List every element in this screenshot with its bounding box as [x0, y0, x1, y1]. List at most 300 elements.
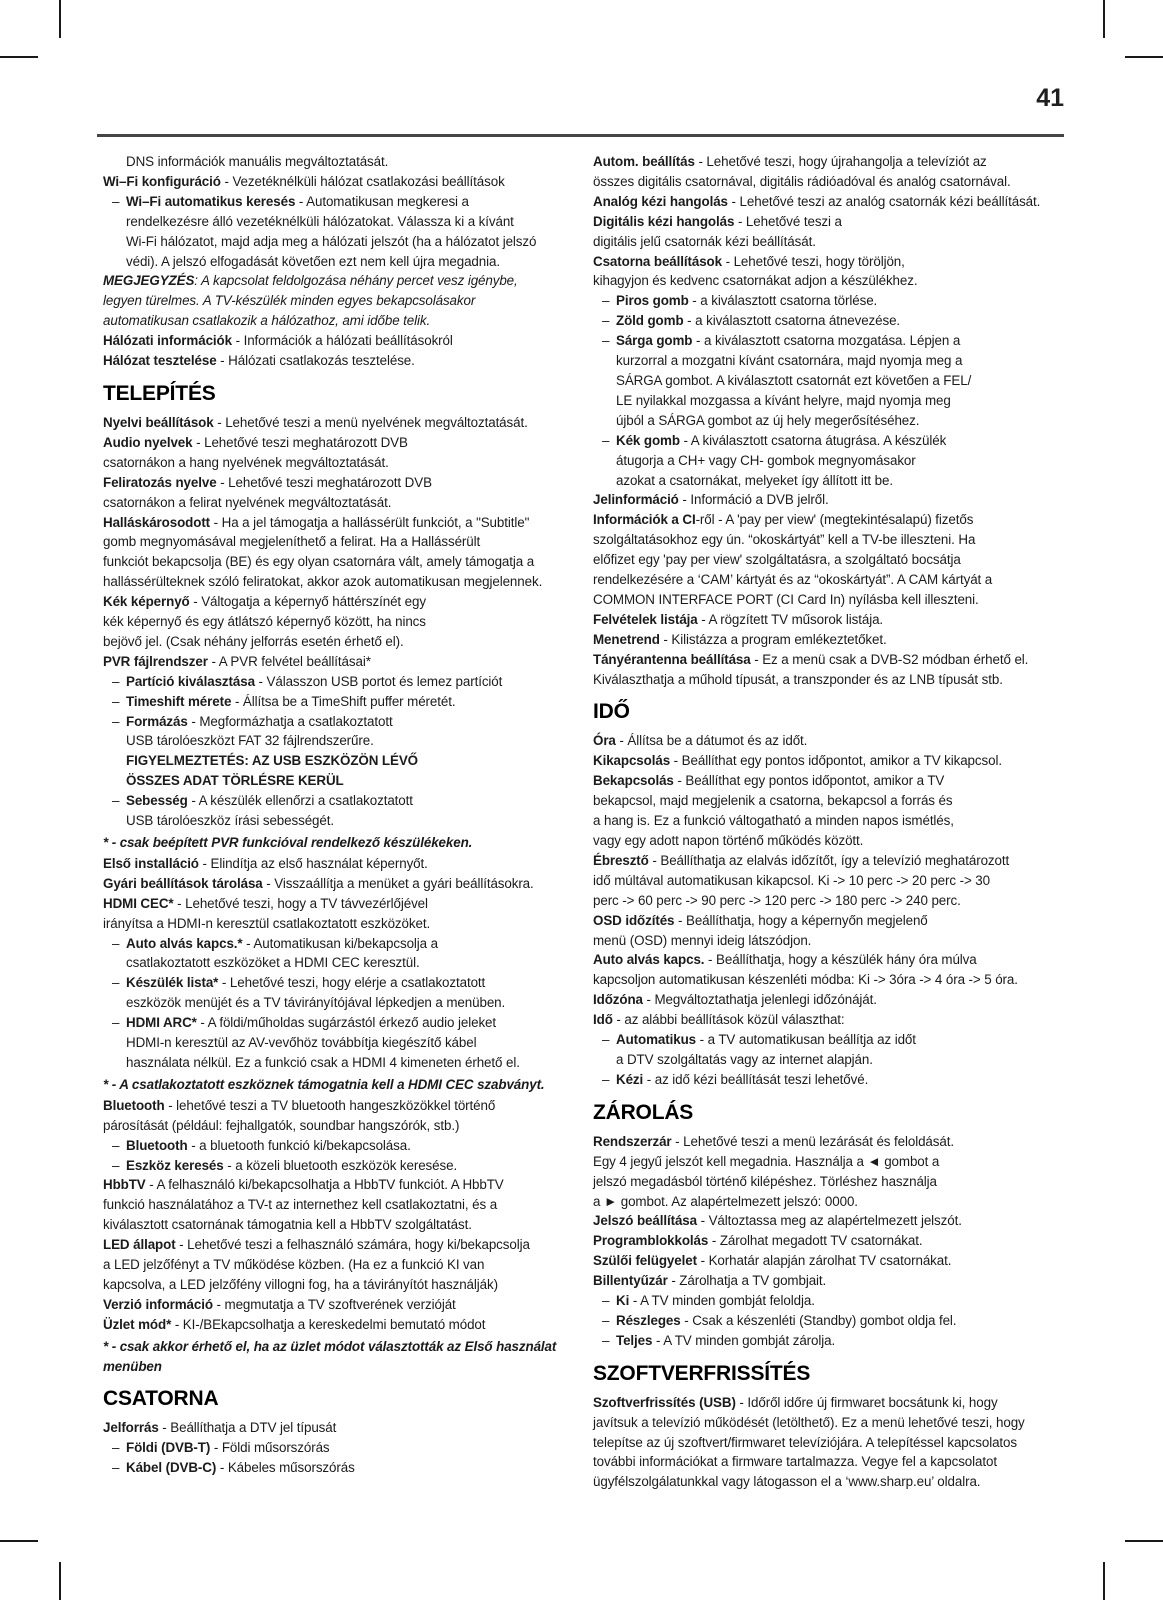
- paragraph: [103, 833, 585, 853]
- text-line: [593, 931, 1095, 951]
- list-item: [593, 1291, 1095, 1311]
- text-line: [593, 1132, 1095, 1152]
- text-run: Billentyűzár: [593, 1273, 668, 1289]
- text-line: [126, 232, 585, 252]
- text-line: [126, 934, 585, 954]
- paragraph: [593, 212, 1095, 252]
- text-run: USB tárolóeszközt FAT 32 fájlrendszerűre.: [126, 733, 374, 749]
- paragraph: [593, 1251, 1095, 1271]
- text-line: [103, 331, 585, 351]
- text-run: Tányérantenna beállítása: [593, 651, 751, 667]
- text-line: [103, 1418, 585, 1438]
- text-line: [126, 212, 585, 232]
- text-run: - Állítsa be a dátumot és az időt.: [615, 733, 808, 749]
- text-run: Wi–Fi automatikus keresés: [126, 193, 296, 209]
- text-line: [593, 570, 1095, 590]
- text-line: [593, 831, 1095, 851]
- text-line: [103, 172, 585, 192]
- text-run: a DTV szolgáltatás vagy az internet alapján.: [616, 1051, 873, 1067]
- text-run: Bluetooth: [126, 1137, 188, 1153]
- text-line: [593, 771, 1095, 791]
- text-run: - Automatikusan megkeresi a: [295, 193, 469, 209]
- text-run: - Lehetővé teszi meghatározott DVB: [216, 474, 432, 490]
- text-run: kiválasztott csatornának támogatnia kell a HbbTV szolgáltatást.: [103, 1217, 472, 1233]
- text-run: - Lehetővé teszi, hogy elérje a csatlakoztatott: [218, 975, 486, 991]
- text-line: [126, 1458, 585, 1478]
- paragraph: [103, 874, 585, 894]
- text-line: [616, 1311, 1095, 1331]
- text-line: [616, 1030, 1095, 1050]
- paragraph: [593, 1211, 1095, 1231]
- text-run: Első installáció: [103, 855, 199, 871]
- text-run: Verzió információ: [103, 1296, 213, 1312]
- text-run: Partíció kiválasztása: [126, 673, 255, 689]
- text-line: [103, 572, 585, 592]
- text-run: kék képernyő és egy átlátszó képernyő között, ha nincs: [103, 614, 426, 630]
- text-run: rendelkezésére a ‘CAM’ kártyát és az “okoskártyát”. A CAM kártyát a: [593, 572, 993, 588]
- text-run: kurzorral a mozgatni kívánt csatornára, majd nyomja meg a: [616, 353, 963, 369]
- paragraph: [593, 252, 1095, 292]
- text-run: Idő: [593, 1012, 613, 1028]
- text-run: - Állítsa be a TimeShift puffer méretét.: [231, 693, 456, 709]
- text-run: Jelszó beállítása: [593, 1213, 697, 1229]
- paragraph: [103, 652, 585, 672]
- list-item: [103, 712, 585, 792]
- text-run: Autom. beállítás: [593, 154, 695, 169]
- text-run: - Változtassa meg az alapértelmezett jelszót.: [697, 1213, 962, 1229]
- text-run: Kiválaszthatja a műhold típusát, a transzponder és az LNB típusát stb.: [593, 671, 1003, 687]
- text-run: párosítását (például: fejhallgatók, soundbar hangszórók, stb.): [103, 1117, 460, 1133]
- text-run: Hálózati információk: [103, 333, 232, 349]
- text-run: Eszköz keresés: [126, 1157, 224, 1173]
- text-run: - Lehetővé teszi meghatározott DVB: [192, 434, 408, 450]
- text-run: - Információ a DVB jelről.: [678, 492, 829, 508]
- text-line: [126, 1136, 585, 1156]
- text-line: [593, 1433, 1095, 1453]
- text-run: jelszó megadásból történő kilépéshez. Törléshez használja: [593, 1173, 937, 1189]
- text-run: USB tárolóeszköz írási sebességét.: [126, 813, 334, 829]
- paragraph: [593, 192, 1095, 212]
- text-line: [103, 413, 585, 433]
- text-line: [103, 914, 585, 934]
- text-run: digitális jelű csatornák kézi beállítását.: [593, 233, 816, 249]
- list-item: [103, 1013, 585, 1073]
- text-run: - A TV minden gombját feloldja.: [629, 1293, 815, 1309]
- dash-bullet: –: [112, 1157, 120, 1173]
- section-heading: ZÁROLÁS: [593, 1100, 694, 1124]
- dash-bullet: –: [602, 1071, 610, 1087]
- dash-bullet: –: [602, 432, 610, 448]
- text-run: Kábel (DVB-C): [126, 1460, 217, 1476]
- text-run: - Hálózati csatlakozás tesztelése.: [216, 353, 415, 369]
- text-line: [593, 152, 1095, 172]
- text-run: Wi–Fi konfiguráció: [103, 173, 221, 189]
- text-line: [126, 1156, 585, 1176]
- text-run: Ébresztő: [593, 852, 649, 868]
- text-run: Kék képernyő: [103, 594, 190, 610]
- dash-bullet: –: [602, 293, 610, 309]
- text-run: - Beállíthatja az elalvás időzítőt, így a televízió meghatározott: [648, 852, 1010, 868]
- text-line: [593, 232, 1095, 252]
- text-line: [103, 854, 585, 874]
- text-line: [103, 592, 585, 612]
- text-run: Kék gomb: [616, 432, 680, 448]
- list-item: [103, 672, 585, 692]
- text-run: - Kilistázza a program emlékeztetőket.: [659, 631, 887, 647]
- text-line: [126, 1033, 585, 1053]
- text-run: csatornákon a felirat nyelvének megváltoztatását.: [103, 494, 392, 510]
- dash-bullet: –: [602, 1032, 610, 1048]
- text-run: Piros gomb: [616, 293, 689, 309]
- text-run: Digitális kézi hangolás: [593, 213, 735, 229]
- paragraph: [103, 473, 585, 513]
- text-line: [593, 670, 1095, 690]
- text-run: csatornákon a hang nyelvének megváltoztatását.: [103, 454, 389, 470]
- text-run: * - csak beépített PVR funkcióval rendelkező készülékeken.: [103, 835, 473, 850]
- text-line: [593, 1393, 1095, 1413]
- paragraph: [593, 1132, 1095, 1212]
- text-line: [103, 1215, 585, 1235]
- paragraph: [593, 851, 1095, 911]
- text-line: [593, 871, 1095, 891]
- paragraph: [593, 751, 1095, 771]
- paragraph: [593, 630, 1095, 650]
- text-line: [103, 1195, 585, 1215]
- text-line: [126, 192, 585, 212]
- text-run: MEGJEGYZÉS: [103, 273, 195, 289]
- text-line: [593, 791, 1095, 811]
- text-run: - Beállíthat egy pontos időpontot, amikor a TV kikapcsol.: [670, 753, 1002, 769]
- list-item: [593, 311, 1095, 331]
- right-column: [593, 152, 1095, 1492]
- paragraph: [103, 854, 585, 874]
- list-item: [593, 1030, 1095, 1070]
- text-run: irányítsa a HDMI-n keresztül csatlakoztatott eszközöket.: [103, 915, 431, 931]
- text-line: [103, 1096, 585, 1116]
- text-line: [593, 172, 1095, 192]
- text-run: Egy 4 jegyű jelszót kell megadnia. Használja a ◄ gombot a: [593, 1153, 940, 1169]
- header-rule: [97, 134, 1064, 137]
- section-heading: CSATORNA: [103, 1387, 219, 1411]
- dash-bullet: –: [112, 713, 120, 729]
- paragraph: [593, 990, 1095, 1010]
- text-line: [103, 833, 585, 853]
- text-line: [593, 192, 1095, 212]
- text-run: - Lehetővé teszi a menü nyelvének megváltoztatását.: [213, 414, 528, 430]
- text-run: - a kiválasztott csatorna mozgatása. Lépjen a: [692, 333, 961, 349]
- text-run: használata nélkül. Ez a funkció csak a HDMI 4 kimeneten érhető el.: [126, 1054, 520, 1070]
- text-run: - az alábbi beállítások közül választhat:: [612, 1012, 845, 1028]
- text-line: [593, 1172, 1095, 1192]
- page-number: 41: [1036, 84, 1064, 112]
- text-line: [103, 473, 585, 493]
- text-run: - Kábeles műsorszórás: [216, 1460, 355, 1476]
- text-run: Szoftverfrissítés (USB): [593, 1394, 736, 1410]
- text-run: vagy egy adott napon történő működés között.: [593, 833, 864, 848]
- text-line: [593, 1472, 1095, 1492]
- text-run: Üzlet mód*: [103, 1316, 172, 1332]
- text-line: [103, 291, 585, 311]
- text-line: [593, 1192, 1095, 1212]
- text-run: kapcsolva, a LED jelzőfény villogni fog, ha a távirányítót használják): [103, 1276, 498, 1292]
- text-run: idő múltával automatikusan kikapcsol. Ki -> 10 perc -> 20 perc -> 30: [593, 872, 990, 888]
- text-line: [103, 1175, 585, 1195]
- paragraph: [103, 331, 585, 351]
- text-line: [126, 1053, 585, 1073]
- paragraph: [103, 1096, 585, 1136]
- text-line: [593, 1452, 1095, 1472]
- crop-mark-bottom-left-horizontal: [0, 1540, 38, 1542]
- text-line: [103, 513, 585, 533]
- text-run: további információkat a firmware tartalmazza. Vegye fel a kapcsolatot: [593, 1454, 997, 1470]
- text-line: [593, 610, 1095, 630]
- dash-bullet: –: [602, 1293, 610, 1309]
- text-run: - Lehetővé teszi a: [734, 213, 842, 229]
- text-run: Szülői felügyelet: [593, 1253, 697, 1269]
- text-run: - Korhatár alapján zárolhat TV csatornákat.: [696, 1253, 952, 1269]
- text-run: Audio nyelvek: [103, 434, 193, 450]
- paragraph: [103, 1235, 585, 1295]
- paragraph: [103, 271, 585, 331]
- paragraph: [103, 1295, 585, 1315]
- text-run: OSD időzítés: [593, 912, 675, 928]
- text-run: bejövő jel. (Csak néhány jelforrás esetén érhető el).: [103, 633, 404, 649]
- text-run: Nyelvi beállítások: [103, 414, 214, 430]
- text-run: HDMI CEC*: [103, 895, 174, 911]
- text-run: SÁRGA gombot. A kiválasztott csatornát ezt követően a FEL/: [616, 372, 972, 388]
- text-run: - a kiválasztott csatorna átnevezése.: [683, 313, 901, 329]
- text-run: - Megformázhatja a csatlakoztatott: [187, 713, 393, 729]
- list-item: [593, 1331, 1095, 1351]
- text-run: - Visszaállítja a menüket a gyári beállításokra.: [262, 875, 534, 891]
- text-run: Auto alvás kapcs.*: [126, 935, 243, 951]
- paragraph: [103, 513, 585, 593]
- text-line: [593, 851, 1095, 871]
- text-run: a LED jelzőfényt a TV működése közben. (Ha ez a funkció KI van: [103, 1257, 485, 1273]
- text-run: - Lehetővé teszi a felhasználó számára, hogy ki/bekapcsolja: [175, 1237, 530, 1253]
- text-run: - A PVR felvétel beállításai*: [207, 653, 371, 669]
- text-line: [593, 252, 1095, 272]
- paragraph: [593, 650, 1095, 690]
- text-run: Bluetooth: [103, 1097, 165, 1113]
- text-run: Zöld gomb: [616, 313, 684, 329]
- text-run: - Lehetővé teszi, hogy újrahangolja a televíziót az: [694, 154, 987, 169]
- paragraph: [593, 490, 1095, 510]
- text-line: [103, 632, 585, 652]
- text-run: * - csak akkor érhető el, ha az üzlet módot választották az Első használat: [103, 1338, 557, 1354]
- text-run: HDMI-n keresztül az AV-vevőhöz továbbítja kiegészítő kábel: [126, 1035, 477, 1051]
- text-run: - Lehetővé teszi, hogy töröljön,: [721, 253, 905, 269]
- text-line: [126, 672, 585, 692]
- crop-mark-top-right-vertical: [1103, 0, 1105, 38]
- list-item: [593, 431, 1095, 491]
- text-line: [103, 1075, 585, 1095]
- text-run: funkciót bekapcsolja (BE) és egy olyan csatornára vált, amely támogatja a: [103, 554, 535, 570]
- section-heading: SZOFTVERFRISSÍTÉS: [593, 1361, 811, 1385]
- text-run: legyen türelmes. A TV-készülék minden egyes bekapcsolásakor: [103, 293, 476, 309]
- paragraph: [593, 1393, 1095, 1493]
- text-line: [126, 751, 585, 771]
- list-item: [593, 291, 1095, 311]
- text-run: - lehetővé teszi a TV bluetooth hangeszközökkel történő: [164, 1097, 496, 1113]
- text-run: gomb megnyomásával megjeleníthető a felirat. Ha a Hallássérült: [103, 534, 481, 550]
- paragraph: [103, 172, 585, 192]
- paragraph: [593, 950, 1095, 990]
- text-line: [593, 590, 1095, 610]
- text-run: - Zárolhat megadott TV csatornákat.: [708, 1233, 923, 1249]
- text-run: Hálózat tesztelése: [103, 353, 217, 369]
- paragraph: [103, 894, 585, 934]
- text-line: [103, 1295, 585, 1315]
- text-run: - Zárolhatja a TV gombjait.: [667, 1273, 827, 1289]
- text-line: [593, 530, 1095, 550]
- text-run: - Időről időre új firmwaret bocsátunk ki, hogy: [735, 1394, 998, 1410]
- text-run: - Megváltoztathatja jelenlegi időzónáját.: [642, 992, 877, 1008]
- dash-bullet: –: [112, 193, 120, 209]
- text-run: Analóg kézi hangolás: [593, 193, 728, 209]
- crop-mark-top-left-horizontal: [0, 56, 38, 58]
- text-run: HDMI ARC*: [126, 1015, 197, 1031]
- text-run: eszközök menüjét és a TV távirányítójával lépkedjen a menüben.: [126, 995, 506, 1011]
- text-run: újból a SÁRGA gombot az új hely megerősítéséhez.: [616, 412, 920, 428]
- text-run: - Váltogatja a képernyő háttérszínét egy: [189, 594, 426, 610]
- text-run: automatikusan csatlakozik a hálózathoz, ami időbe telik.: [103, 313, 431, 329]
- text-line: [126, 731, 585, 751]
- text-run: Teljes: [616, 1332, 653, 1348]
- text-run: HbbTV: [103, 1177, 146, 1193]
- text-line: [593, 950, 1095, 970]
- left-column: [103, 152, 585, 1478]
- paragraph: [593, 771, 1095, 851]
- text-run: menü (OSD) mennyi ideig látszódjon.: [593, 932, 812, 948]
- text-line: [616, 351, 1095, 371]
- text-line: [593, 891, 1095, 911]
- text-line: [593, 1211, 1095, 1231]
- dash-bullet: –: [112, 793, 120, 809]
- text-run: szolgáltatásokhoz egy ún. “okoskártyát” kell a TV-be illeszteni. Ha: [593, 532, 976, 548]
- text-run: perc -> 60 perc -> 90 perc -> 120 perc -> 180 perc -> 240 perc.: [593, 892, 961, 908]
- text-line: [103, 1255, 585, 1275]
- text-line: [103, 1337, 585, 1357]
- text-run: - Ez a menü csak a DVB-S2 módban érhető el.: [750, 651, 1029, 667]
- text-line: [103, 351, 585, 371]
- text-line: [103, 453, 585, 473]
- section-heading: TELEPÍTÉS: [103, 381, 216, 405]
- text-run: Részleges: [616, 1312, 681, 1328]
- text-run: kapcsoljon automatikusan készenléti módba: Ki -> 3óra -> 4 óra -> 5 óra.: [593, 972, 1018, 988]
- dash-bullet: –: [602, 1332, 610, 1348]
- text-line: [103, 493, 585, 513]
- dash-bullet: –: [112, 1137, 120, 1153]
- text-run: - A felhasználó ki/bekapcsolhatja a HbbTV funkciót. A HbbTV: [145, 1177, 504, 1193]
- paragraph: [103, 1175, 585, 1235]
- text-run: - A készülék ellenőrzi a csatlakoztatott: [187, 793, 413, 809]
- crop-mark-top-right-horizontal: [1125, 56, 1163, 58]
- text-line: [593, 811, 1095, 831]
- text-line: [103, 1275, 585, 1295]
- text-line: [616, 371, 1095, 391]
- text-line: [593, 1152, 1095, 1172]
- text-run: - Beállíthat egy pontos időpontot, amikor a TV: [673, 773, 945, 789]
- list-item: [103, 1136, 585, 1156]
- text-line: [103, 1116, 585, 1136]
- text-run: Sárga gomb: [616, 333, 693, 349]
- text-run: - Vezetéknélküli hálózat csatlakozási beállítások: [220, 173, 505, 189]
- text-run: Halláskárosodott: [103, 514, 211, 530]
- text-line: [126, 692, 585, 712]
- text-run: Ki: [616, 1293, 630, 1309]
- text-line: [126, 712, 585, 732]
- text-run: összes digitális csatornával, digitális rádióadóval és analóg csatornával.: [593, 173, 1011, 189]
- text-run: - Beállíthatja, hogy a készülék hány óra múlva: [704, 952, 977, 968]
- list-item: [593, 1311, 1095, 1331]
- text-run: - A TV minden gombját zárolja.: [652, 1332, 836, 1348]
- text-line: [126, 771, 585, 791]
- text-line: [593, 1251, 1095, 1271]
- text-run: kihagyjon és kedvenc csatornákat adjon a készülékhez.: [593, 273, 918, 289]
- text-line: [126, 811, 585, 831]
- text-run: Bekapcsolás: [593, 773, 674, 789]
- text-run: Formázás: [126, 713, 188, 729]
- text-line: [593, 731, 1095, 751]
- text-line: [593, 1271, 1095, 1291]
- text-run: Információk a CI: [593, 512, 696, 528]
- text-line: [616, 431, 1095, 451]
- text-run: LE nyilakkal mozgassa a kívánt helyre, majd nyomja meg: [616, 392, 951, 408]
- text-run: FIGYELMEZTETÉS: AZ USB ESZKÖZÖN LÉVŐ: [126, 753, 418, 769]
- text-run: Automatikus: [616, 1032, 696, 1048]
- paragraph: [103, 1337, 585, 1377]
- text-run: Feliratozás nyelve: [103, 474, 217, 490]
- text-line: [616, 1050, 1095, 1070]
- list-item: [103, 692, 585, 712]
- text-line: [616, 471, 1095, 491]
- paragraph: [593, 1231, 1095, 1251]
- paragraph: [593, 1010, 1095, 1030]
- text-line: [103, 874, 585, 894]
- text-run: * - A csatlakoztatott eszköznek támogatnia kell a HDMI CEC szabványt.: [103, 1076, 545, 1092]
- paragraph: [103, 152, 585, 172]
- text-line: [126, 1013, 585, 1033]
- text-line: [126, 973, 585, 993]
- text-run: COMMON INTERFACE PORT (CI Card In) nyílásba kell illeszteni.: [593, 591, 979, 607]
- text-run: funkció használatához a TV-t az internethez kell csatlakoztatni, és a: [103, 1197, 498, 1213]
- text-line: [616, 331, 1095, 351]
- text-run: Óra: [593, 733, 616, 749]
- text-run: - Lehetővé teszi a menü lezárását és feloldását.: [671, 1133, 954, 1149]
- text-run: Kikapcsolás: [593, 753, 671, 769]
- text-line: [616, 311, 1095, 331]
- text-line: [593, 1413, 1095, 1433]
- dash-bullet: –: [112, 693, 120, 709]
- text-line: [593, 970, 1095, 990]
- text-run: - a közeli bluetooth eszközök keresése.: [223, 1157, 458, 1173]
- list-item: [103, 1156, 585, 1176]
- text-run: a ► gombot. Az alapértelmezett jelszó: 0000.: [593, 1193, 858, 1209]
- text-run: Készülék lista*: [126, 975, 219, 991]
- text-line: [593, 271, 1095, 291]
- text-run: PVR fájlrendszer: [103, 653, 208, 669]
- text-run: telepítse az új szoftvert/firmwaret televíziójára. A telepítéssel kapcsolatos: [593, 1434, 1017, 1450]
- text-line: [126, 252, 585, 272]
- text-run: Programblokkolás: [593, 1233, 709, 1249]
- text-run: Sebesség: [126, 793, 188, 809]
- list-item: [103, 973, 585, 1013]
- text-run: Kézi: [616, 1071, 644, 1087]
- text-line: [593, 1231, 1095, 1251]
- crop-mark-bottom-right-horizontal: [1125, 1540, 1163, 1542]
- text-line: [126, 1438, 585, 1458]
